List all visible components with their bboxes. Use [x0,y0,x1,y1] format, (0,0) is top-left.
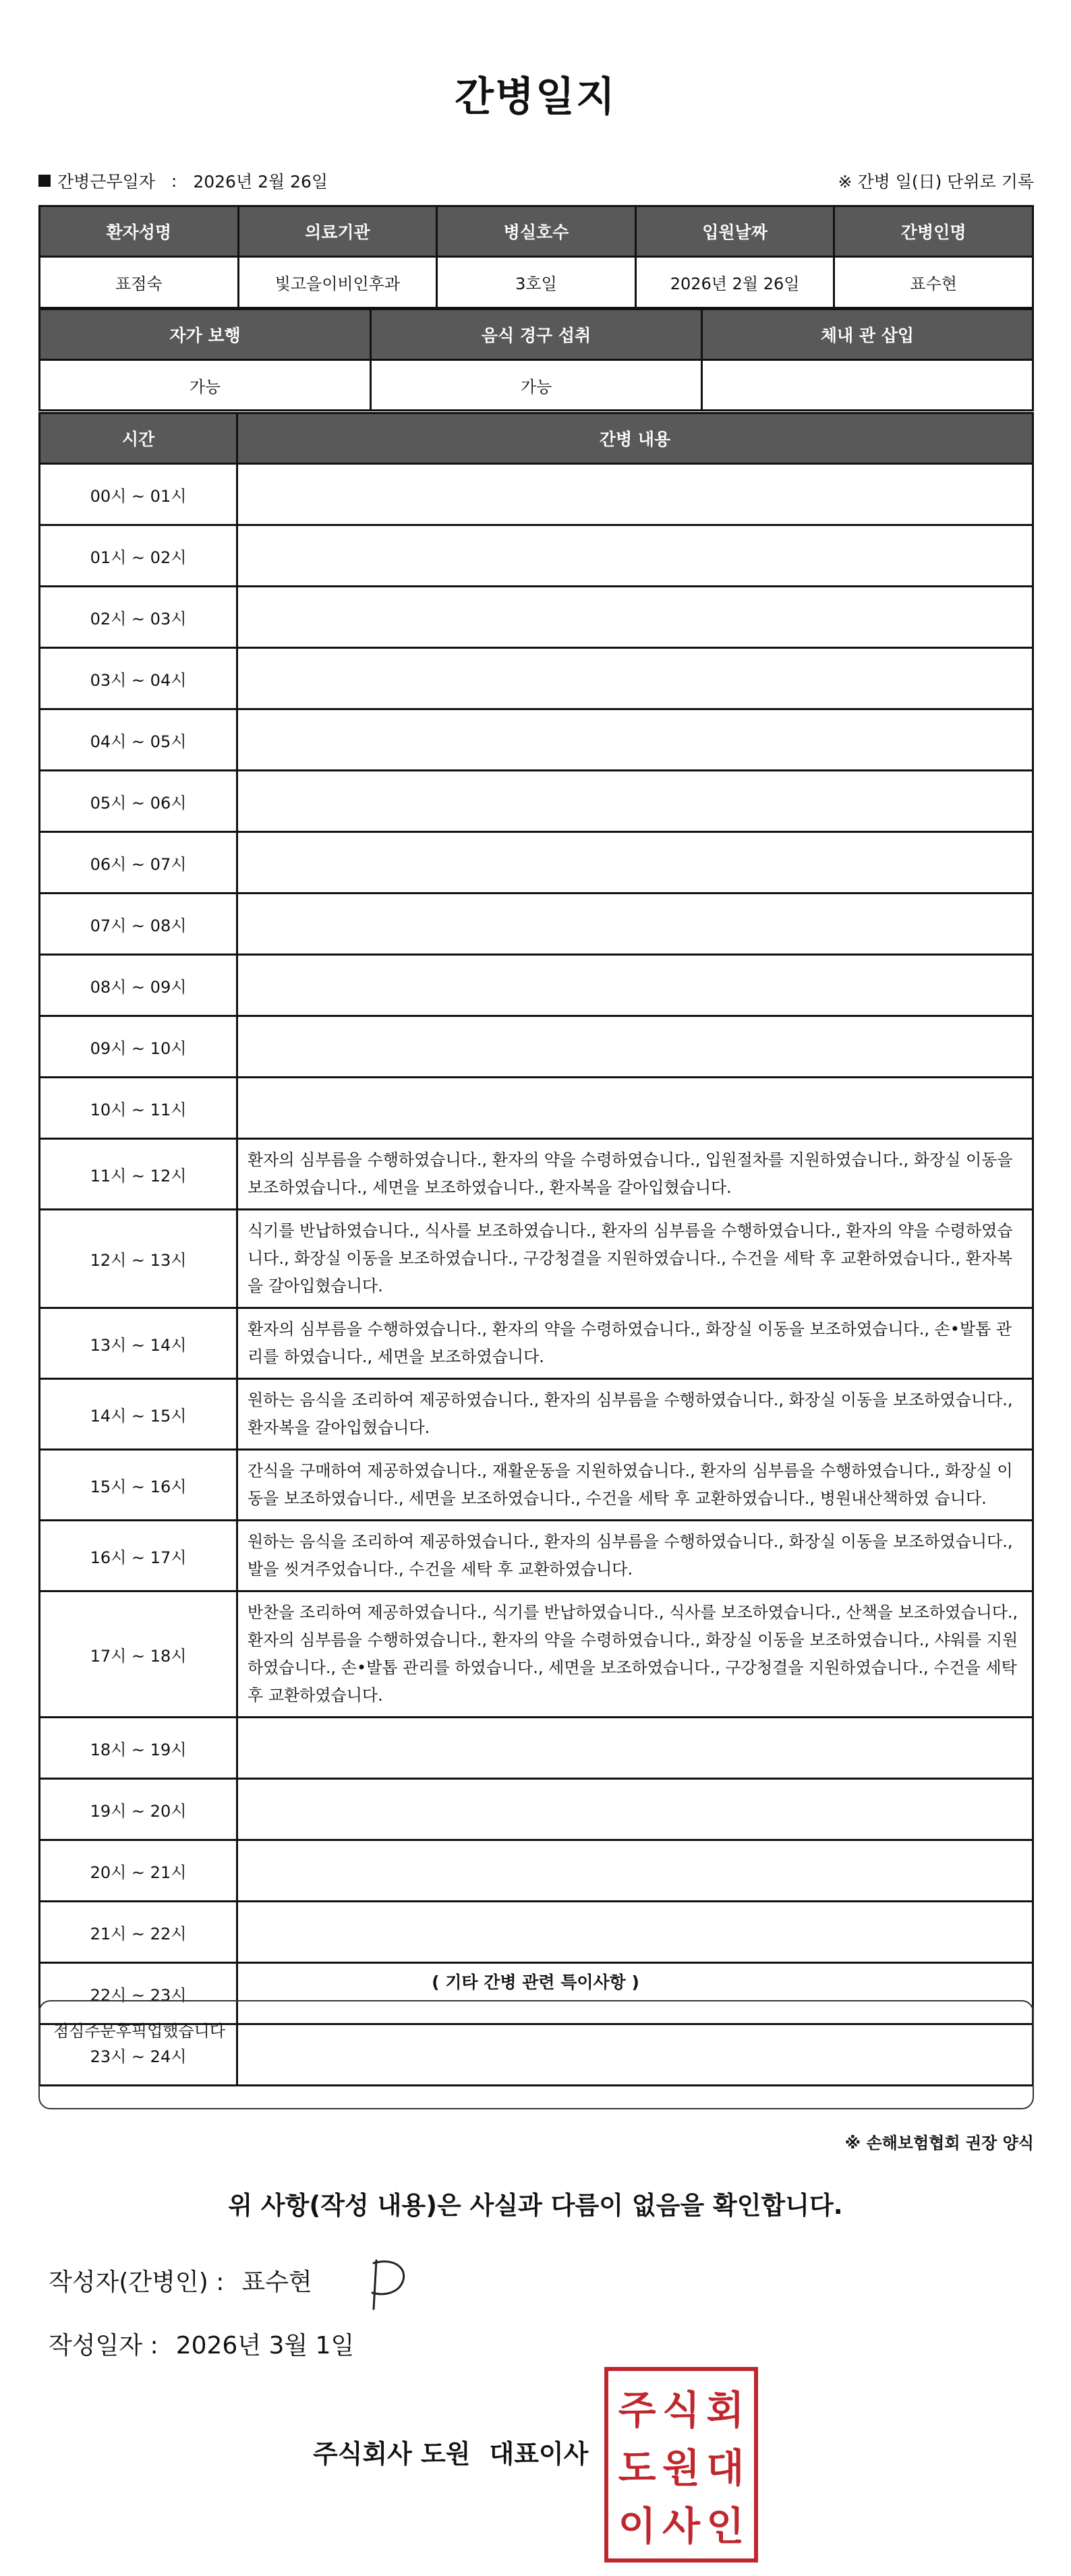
header-hospital: 의료기관 [238,206,437,257]
caregiver-name: 표수현 [834,257,1033,308]
care-log-content: 반찬을 조리하여 제공하였습니다., 식기를 반납하였습니다., 식사를 보조하였습니다., 산책을 보조하였습니다., 환자의 심부름을 수행하였습니다., 환자의 약을 수령하였습니다., 화장실 이동을 보조하였습니다., 샤워를 지원하였습니다., 손•발톱 관리를 하였습니다., 세면을 보조하였습니다., 구강청결을 지원하였습니다., 수건을 세탁 후 교환하였습니다. [237,1591,1033,1718]
document-title: 간병일지 [455,74,616,121]
date-value: 2026년 3월 1일 [175,2332,355,2360]
care-log-time: 16시 ~ 17시 [40,1521,237,1591]
care-log-row [40,1902,1033,1963]
care-log-row [40,1210,1033,1308]
care-log-content [237,1016,1033,1078]
care-log-row [40,1379,1033,1450]
remarks-box [38,2000,1034,2109]
care-log-content [237,894,1033,955]
date-label: 작성일자 : [49,2332,158,2360]
care-log-row [40,1591,1033,1718]
header-tube-insertion: 체내 관 삽입 [702,310,1033,360]
oral-intake-value: 가능 [371,360,702,411]
care-log-content: 환자의 심부름을 수행하였습니다., 환자의 약을 수령하였습니다., 입원절차를 지원하였습니다., 화장실 이동을 보조하였습니다., 세면을 보조하였습니다., 환자복을 갈아입혔습니다. [237,1139,1033,1210]
form-source-note: ※ 손해보험협회 권장 양식 [844,2134,1034,2153]
seal-character: 도 [618,2445,656,2491]
care-log-content: 원하는 음식을 조리하여 제공하였습니다., 환자의 심부름을 수행하였습니다., 화장실 이동을 보조하였습니다., 발을 씻겨주었습니다., 수건을 세탁 후 교환하였습니다. [237,1521,1033,1591]
care-log-row [40,1139,1033,1210]
care-log-content [237,771,1033,832]
care-log-row [40,1016,1033,1078]
company-block [313,2433,588,2470]
care-log-content: 간식을 구매하여 제공하였습니다., 재활운동을 지원하였습니다., 환자의 심부름을 수행하였습니다., 화장실 이동을 보조하였습니다., 세면을 보조하였습니다., 수건을 세탁 후 교환하였습니다., 병원내산책하였 습니다. [237,1450,1033,1521]
header-admission-date: 입원날짜 [635,206,834,257]
care-log-content [237,1718,1033,1779]
care-log-time: 04시 ~ 05시 [40,709,237,771]
care-log-content [237,587,1033,648]
square-bullet-icon [38,175,51,187]
care-log-time: 03시 ~ 04시 [40,648,237,709]
care-log-time: 19시 ~ 20시 [40,1779,237,1840]
hospital-name: 빛고을이비인후과 [238,257,437,308]
care-log-row [40,1779,1033,1840]
care-log-content [237,832,1033,894]
care-log-row [40,1521,1033,1591]
care-log-content: 원하는 음식을 조리하여 제공하였습니다., 환자의 심부름을 수행하였습니다., 화장실 이동을 보조하였습니다., 환자복을 갈아입혔습니다. [237,1379,1033,1450]
seal-character: 주 [618,2387,656,2433]
work-date-row [38,167,1034,194]
care-log-time: 17시 ~ 18시 [40,1591,237,1718]
care-log-content [237,1840,1033,1902]
handwritten-signature [364,2252,418,2313]
work-date-value: 2026년 2월 26일 [193,172,328,192]
header-time: 시간 [40,413,237,464]
admission-date: 2026년 2월 26일 [635,257,834,308]
seal-character: 식 [662,2387,700,2433]
header-patient-name: 환자성명 [40,206,239,257]
header-care-content: 간병 내용 [237,413,1033,464]
confirmation-statement: 위 사항(작성 내용)은 사실과 다름이 없음을 확인합니다. [228,2191,843,2220]
care-log-content [237,464,1033,525]
care-log-row [40,1718,1033,1779]
care-log-row [40,832,1033,894]
care-log-content [237,1902,1033,1963]
care-log-time: 20시 ~ 21시 [40,1840,237,1902]
seal-characters [615,2378,747,2552]
care-log-time: 21시 ~ 22시 [40,1902,237,1963]
self-walking-value: 가능 [40,360,371,411]
seal-character: 회 [706,2387,745,2433]
writer-line [49,2263,312,2297]
care-log-content [237,1078,1033,1139]
header-oral-intake: 음식 경구 섭취 [371,310,702,360]
care-log-row [40,648,1033,709]
seal-character: 대 [706,2445,745,2491]
seal-character: 인 [706,2503,745,2549]
unit-note: ※ 간병 일(日) 단위로 기록 [838,172,1034,192]
care-log-time: 11시 ~ 12시 [40,1139,237,1210]
seal-character: 이 [618,2503,656,2549]
care-log-row [40,525,1033,587]
header-self-walking: 자가 보행 [40,310,371,360]
care-log-time: 12시 ~ 13시 [40,1210,237,1308]
care-log-row [40,1078,1033,1139]
care-log-row [40,709,1033,771]
care-log-time: 13시 ~ 14시 [40,1308,237,1379]
patient-status-value-row [40,360,1033,411]
care-log-time: 15시 ~ 16시 [40,1450,237,1521]
work-date-separator: : [171,171,177,191]
care-log-row [40,955,1033,1016]
patient-info-table [38,205,1034,309]
care-log-content: 환자의 심부름을 수행하였습니다., 환자의 약을 수령하였습니다., 화장실 이동을 보조하였습니다., 손•발톱 관리를 하였습니다., 세면을 보조하였습니다. [237,1308,1033,1379]
company-seal-stamp [604,2367,758,2563]
patient-status-table [38,308,1034,411]
remarks-text: 점심주문후픽업했습니다 [53,2022,226,2041]
care-log-content [237,1779,1033,1840]
care-log-content [237,955,1033,1016]
care-log-time: 08시 ~ 09시 [40,955,237,1016]
care-log-time: 22시 ~ 23시 [40,1963,237,2024]
patient-info-header-row [40,206,1033,257]
care-log-content [237,648,1033,709]
care-log-row [40,771,1033,832]
patient-info-value-row [40,257,1033,308]
writer-name: 표수현 [241,2268,312,2296]
care-log-table [38,412,1034,2086]
company-name: 주식회사 도원 [313,2439,471,2469]
care-log-row [40,1450,1033,1521]
patient-status-header-row [40,310,1033,360]
care-log-time: 23시 ~ 24시 [40,2024,237,2086]
representative-title: 대표이사 [489,2439,589,2469]
work-date [38,169,328,193]
care-log-time: 00시 ~ 01시 [40,464,237,525]
care-log-content [237,525,1033,587]
remarks-title: ( 기타 간병 관련 특이사항 ) [432,1972,639,1992]
care-log-row [40,587,1033,648]
care-log-content: 식기를 반납하였습니다., 식사를 보조하였습니다., 환자의 심부름을 수행하였습니다., 환자의 약을 수령하였습니다., 화장실 이동을 보조하였습니다., 구강청결을 지원하였습니다., 수건을 세탁 후 교환하였습니다., 환자복을 갈아입혔습니다. [237,1210,1033,1308]
care-log-time: 05시 ~ 06시 [40,771,237,832]
care-log-body [40,464,1033,2086]
care-log-row [40,1308,1033,1379]
care-log-row [40,464,1033,525]
seal-character: 사 [662,2503,700,2549]
date-line [49,2326,354,2361]
care-log-time: 02시 ~ 03시 [40,587,237,648]
writer-label: 작성자(간병인) : [49,2268,225,2296]
work-date-label: 간병근무일자 [57,172,155,192]
header-caregiver: 간병인명 [834,206,1033,257]
seal-character: 원 [662,2445,700,2491]
care-log-time: 18시 ~ 19시 [40,1718,237,1779]
care-log-time: 14시 ~ 15시 [40,1379,237,1450]
patient-name: 표점숙 [40,257,239,308]
care-log-time: 06시 ~ 07시 [40,832,237,894]
care-log-content [237,709,1033,771]
care-log-time: 10시 ~ 11시 [40,1078,237,1139]
care-log-row [40,1840,1033,1902]
care-log-time: 09시 ~ 10시 [40,1016,237,1078]
care-log-time: 01시 ~ 02시 [40,525,237,587]
care-log-header-row [40,413,1033,464]
room-number: 3호일 [437,257,636,308]
care-log-time: 07시 ~ 08시 [40,894,237,955]
care-log-row [40,894,1033,955]
tube-insertion-value [702,360,1033,411]
header-room: 병실호수 [437,206,636,257]
